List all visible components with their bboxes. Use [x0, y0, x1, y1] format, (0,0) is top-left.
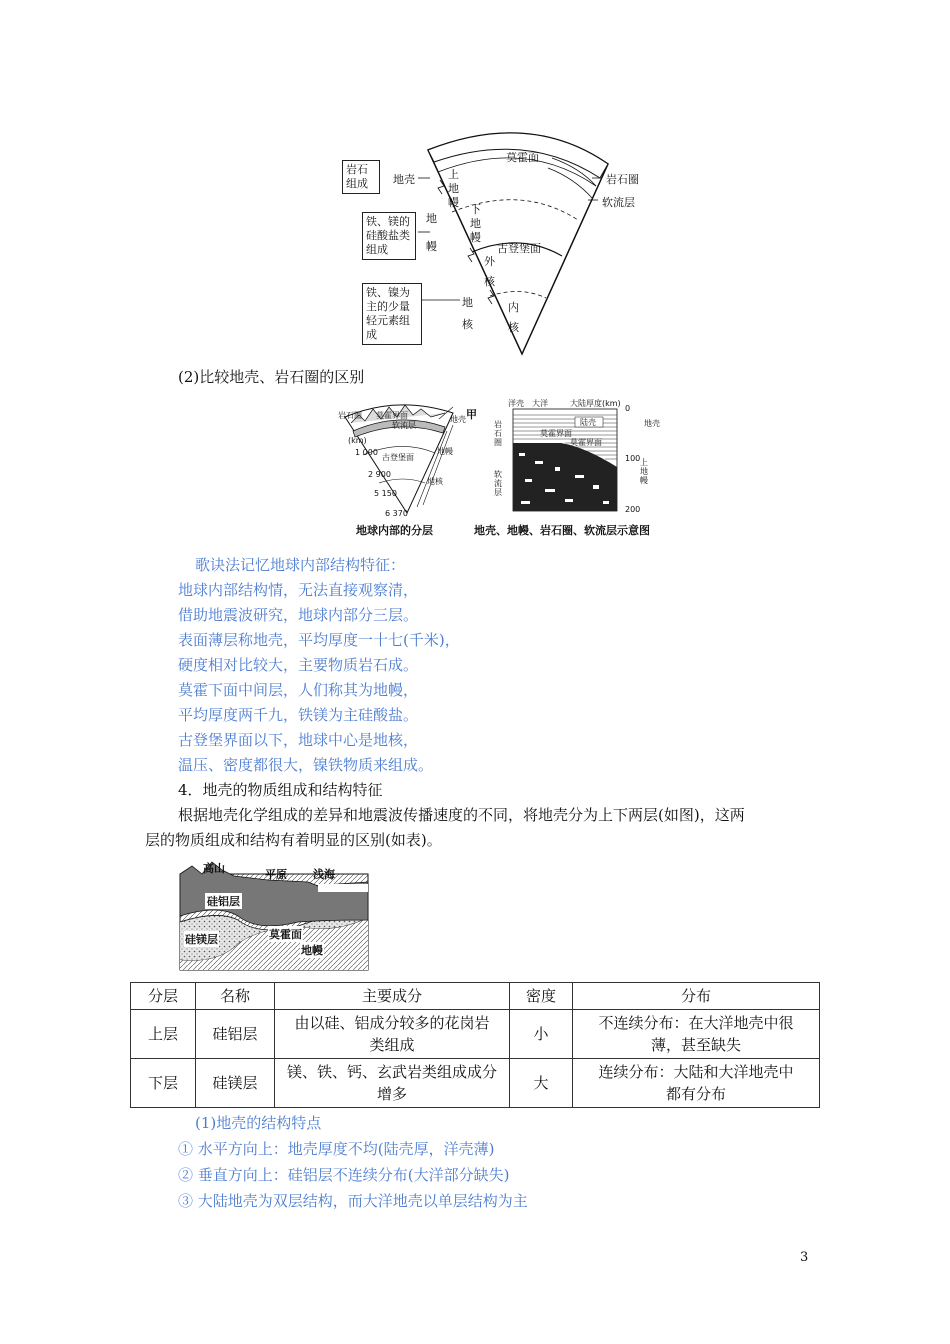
- mnemonic-heading: 歌诀法记忆地球内部结构特征：: [195, 556, 406, 574]
- left-depth-2900: 2 900: [368, 470, 391, 479]
- table-cell: 不连续分布：在大洋地壳中很 薄，甚至缺失: [573, 1010, 820, 1059]
- label-shallow-sea: 浅海: [313, 868, 335, 881]
- label-plain: 平原: [265, 868, 287, 881]
- right-side-lithosphere: 岩石圈: [494, 420, 502, 447]
- table-header-row: [131, 983, 820, 1010]
- label-lower-mantle: 下地幔: [470, 203, 481, 244]
- left-label-moho: 莫霍界面: [376, 411, 408, 420]
- table-cell: 大: [510, 1059, 573, 1108]
- mnemonic-line-3: 表面薄层称地壳，平均厚度一十七(千米)，: [178, 631, 460, 649]
- right-inner-continental-crust: 陆壳: [580, 418, 596, 427]
- label-inner-core: 内核: [508, 301, 519, 334]
- table-cell: 上层: [131, 1010, 196, 1059]
- mnemonic-line-6: 平均厚度两千九，铁镁为主硅酸盐。: [178, 706, 419, 724]
- right-inner-moho-2: 莫霍界面: [570, 438, 602, 447]
- label-core: 地核: [462, 296, 473, 331]
- table-header: 主要成分: [275, 983, 510, 1010]
- table-cell: 小: [510, 1010, 573, 1059]
- left-label-core: 地核: [427, 477, 443, 486]
- mantle-composition-box: 铁、镁的硅酸盐类组成: [362, 212, 416, 260]
- table-row: [131, 1010, 820, 1059]
- right-scale-0: 0: [625, 404, 631, 413]
- page-number: 3: [800, 1250, 809, 1265]
- label-outer-core: 外核: [484, 255, 495, 288]
- right-inner-moho-1: 莫霍界面: [540, 429, 572, 438]
- table-row: [131, 1059, 820, 1108]
- table-header: 分层: [131, 983, 196, 1010]
- table-cell: 下层: [131, 1059, 196, 1108]
- label-upper-mantle: 上地幔: [448, 168, 459, 209]
- left-label-gutenberg: 古登堡面: [382, 453, 414, 462]
- left-unit: (km): [348, 436, 367, 445]
- label-sima-layer: 硅镁层: [185, 933, 218, 946]
- table-cell: 硅铝层: [196, 1010, 275, 1059]
- crust-composition-box: 岩石组成: [342, 160, 380, 194]
- label-mantle-3: 地幔: [301, 944, 323, 957]
- left-label-asthenosphere: 软流层: [392, 421, 416, 430]
- table-cell: 硅镁层: [196, 1059, 275, 1108]
- table-cell: 由以硅、铝成分较多的花岗岩 类组成: [275, 1010, 510, 1059]
- section2-title: (2)比较地壳、岩石圈的区别: [178, 368, 365, 386]
- left-label-crust: 地壳: [450, 415, 466, 424]
- left-label-mantle: 地幔: [437, 447, 453, 456]
- right-top-label-ocean: 大洋: [532, 399, 548, 408]
- mnemonic-line-2: 借助地震波研究，地球内部分三层。: [178, 606, 419, 624]
- right-scale-200: 200: [625, 505, 641, 514]
- notes-line-3: ③ 大陆地壳为双层结构，而大洋地壳以单层结构为主: [178, 1192, 528, 1210]
- mnemonic-line-4: 硬度相对比较大，主要物质岩石成。: [178, 656, 419, 674]
- section4-paragraph-line-1: 根据地壳化学组成的差异和地震波传播速度的不同，将地壳分为上下两层(如图)，这两: [178, 806, 745, 824]
- right-side-crust: 地壳: [644, 419, 660, 428]
- mnemonic-line-8: 温压、密度都很大，镍铁物质来组成。: [178, 756, 434, 774]
- table-header: 分布: [573, 983, 820, 1010]
- label-lithosphere: 岩石圈: [606, 173, 639, 186]
- table-cell: 镁、铁、钙、玄武岩类组成成分 增多: [275, 1059, 510, 1108]
- mnemonic-line-1: 地球内部结构情，无法直接观察清，: [178, 581, 419, 599]
- left-label-jia: 甲: [466, 408, 477, 421]
- mnemonic-line-5: 莫霍下面中间层，人们称其为地幔，: [178, 681, 419, 699]
- right-top-label-thickness: 大陆厚度(km): [570, 399, 621, 408]
- right-scale-100: 100: [625, 454, 641, 463]
- mnemonic-line-7: 古登堡界面以下，地球中心是地核，: [178, 731, 419, 749]
- table-header: 名称: [196, 983, 275, 1010]
- right-caption: 地壳、地幔、岩石圈、软流层示意图: [474, 524, 650, 537]
- section4-title: 4．地壳的物质组成和结构特征: [178, 781, 383, 799]
- right-side-upper-mantle: 上地幔: [640, 458, 648, 485]
- label-asthenosphere: 软流层: [602, 196, 635, 209]
- label-moho: 莫霍面: [506, 151, 539, 164]
- right-side-asthenosphere: 软流层: [494, 470, 502, 497]
- label-sial-layer: 硅铝层: [207, 895, 240, 908]
- left-depth-1000: 1 000: [355, 448, 378, 457]
- left-caption: 地球内部的分层: [356, 524, 433, 537]
- label-high-mountain: 高山: [203, 862, 225, 875]
- left-depth-6370: 6 370: [385, 509, 408, 518]
- notes-heading: (1)地壳的结构特点: [195, 1114, 322, 1132]
- crust-mantle-section-diagram: [505, 405, 625, 515]
- crust-layers-table: [130, 982, 820, 1108]
- label-moho-surface: 莫霍面: [269, 928, 302, 941]
- notes-line-1: ① 水平方向上：地壳厚度不均(陆壳厚，洋壳薄): [178, 1140, 495, 1158]
- table-header: 密度: [510, 983, 573, 1010]
- label-gutenberg: 古登堡面: [497, 242, 541, 255]
- label-mantle: 地幔: [426, 212, 437, 253]
- section4-paragraph-line-2: 层的物质组成和结构有着明显的区别(如表)。: [145, 831, 442, 849]
- label-crust: 地壳: [393, 173, 415, 186]
- table-cell: 连续分布：大陆和大洋地壳中 都有分布: [573, 1059, 820, 1108]
- left-label-rock: 岩石圈: [338, 411, 362, 420]
- core-composition-box: 铁、镍为主的少量轻元素组成: [362, 283, 422, 345]
- notes-line-2: ② 垂直方向上：硅铝层不连续分布(大洋部分缺失): [178, 1166, 510, 1184]
- right-top-label-ocean-crust: 洋壳: [508, 399, 524, 408]
- left-depth-5150: 5 150: [374, 489, 397, 498]
